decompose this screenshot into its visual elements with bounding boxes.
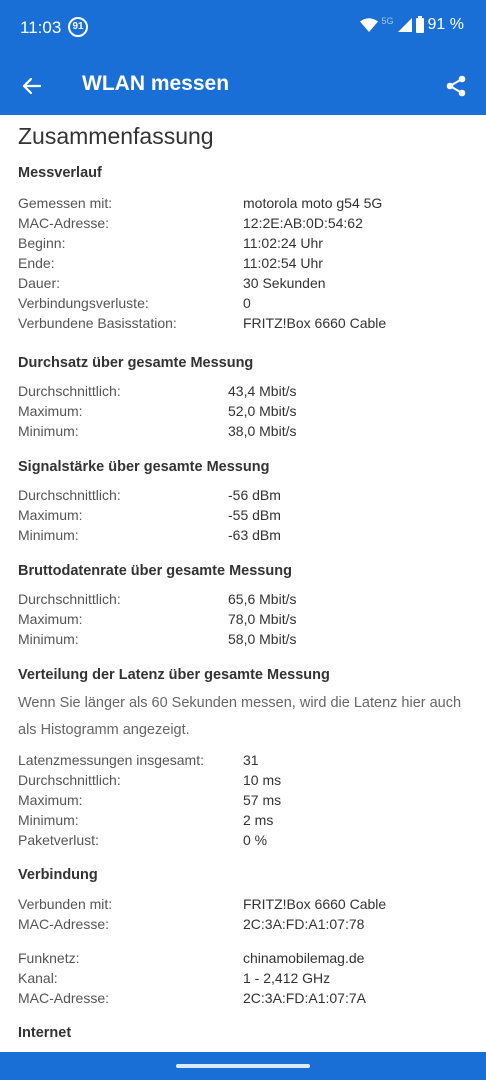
- row-label: Durchschnittlich:: [18, 383, 121, 399]
- row-label: Minimum:: [18, 631, 79, 647]
- row-label: Verbindungsverluste:: [18, 295, 149, 311]
- row-signal-max: [18, 507, 478, 527]
- row-durchsatz-avg: [18, 383, 478, 403]
- row-durchsatz-min: [18, 423, 478, 443]
- row-router-mac: [18, 916, 478, 936]
- row-label: Durchschnittlich:: [18, 591, 121, 607]
- row-latenz-max: [18, 792, 478, 812]
- row-label: Maximum:: [18, 611, 83, 627]
- row-value: 12:2E:AB:0D:54:62: [243, 215, 363, 231]
- row-mac-adresse: [18, 215, 478, 235]
- row-label: Kanal:: [18, 970, 58, 986]
- row-latenzmessungen: [18, 752, 478, 772]
- section-heading-durchsatz: Durchsatz über gesamte Messung: [18, 355, 254, 371]
- row-label: MAC-Adresse:: [18, 215, 110, 231]
- row-value: 57 ms: [243, 792, 282, 808]
- arrow-left-icon: [22, 76, 42, 96]
- row-verbundene-basisstation: [18, 315, 478, 335]
- section-heading-verbindung: Verbindung: [18, 867, 98, 883]
- row-value: 43,4 Mbit/s: [228, 383, 297, 399]
- home-indicator[interactable]: [176, 1064, 310, 1068]
- row-value: 52,0 Mbit/s: [228, 403, 297, 419]
- row-value: -63 dBm: [228, 527, 281, 543]
- row-verbindungsverluste: [18, 295, 478, 315]
- section-heading-internet: Internet: [18, 1025, 72, 1041]
- row-funknetz-mac: [18, 990, 478, 1010]
- app-title: WLAN messen: [82, 72, 230, 95]
- row-verbunden-mit: [18, 896, 478, 916]
- row-value: 30 Sekunden: [243, 275, 326, 291]
- row-latenz-avg: [18, 772, 478, 792]
- row-label: Verbundene Basisstation:: [18, 315, 177, 331]
- row-label: Maximum:: [18, 507, 83, 523]
- section-heading-bruttodatenrate: Bruttodatenrate über gesamte Messung: [18, 563, 292, 579]
- row-value: 2 ms: [243, 812, 274, 828]
- row-value: 31: [243, 752, 259, 768]
- row-label: Dauer:: [18, 275, 61, 291]
- row-label: MAC-Adresse:: [18, 916, 110, 932]
- network-type-label: 5G: [381, 16, 394, 26]
- battery-percent: 91 %: [427, 16, 464, 33]
- row-value: chinamobilemag.de: [243, 950, 365, 966]
- row-brutto-max: [18, 611, 478, 631]
- row-brutto-avg: [18, 591, 478, 611]
- row-value: motorola moto g54 5G: [243, 195, 383, 211]
- row-label: Ende:: [18, 255, 55, 271]
- row-signal-min: [18, 527, 478, 547]
- row-durchsatz-max: [18, 403, 478, 423]
- row-value: -56 dBm: [228, 487, 281, 503]
- section-heading-messverlauf: Messverlauf: [18, 165, 102, 181]
- status-time: 11:03: [20, 18, 62, 37]
- app-bar: [0, 58, 486, 115]
- signal-icon: [398, 18, 412, 32]
- row-label: Beginn:: [18, 235, 66, 251]
- summary-content[interactable]: [0, 115, 486, 1052]
- back-button[interactable]: [14, 68, 50, 104]
- row-value: 2C:3A:FD:A1:07:78: [243, 916, 365, 932]
- row-label: Minimum:: [18, 527, 79, 543]
- latency-histogram-note: Wenn Sie länger als 60 Sekunden messen, wird die Latenz hier auch als Histogramm angezeigt.: [18, 695, 462, 738]
- row-label: Durchschnittlich:: [18, 772, 121, 788]
- row-label: Paketverlust:: [18, 832, 99, 848]
- row-value: FRITZ!Box 6660 Cable: [243, 896, 387, 912]
- row-label: Maximum:: [18, 792, 83, 808]
- notification-badge-icon: 91: [68, 17, 88, 37]
- row-value: 78,0 Mbit/s: [228, 611, 297, 627]
- row-dauer: [18, 275, 478, 295]
- row-value: -55 dBm: [228, 507, 281, 523]
- share-icon: [445, 75, 467, 97]
- row-value: 58,0 Mbit/s: [228, 631, 297, 647]
- row-value: 65,6 Mbit/s: [228, 591, 297, 607]
- row-value: 38,0 Mbit/s: [228, 423, 297, 439]
- row-value: FRITZ!Box 6660 Cable: [243, 315, 387, 331]
- row-beginn: [18, 235, 478, 255]
- row-gemessen-mit: [18, 195, 478, 215]
- battery-icon: [416, 18, 424, 33]
- row-label: Verbunden mit:: [18, 896, 113, 912]
- row-label: Latenzmessungen insgesamt:: [18, 752, 204, 768]
- row-kanal: [18, 970, 478, 990]
- row-label: Funknetz:: [18, 950, 80, 966]
- row-label: Durchschnittlich:: [18, 487, 121, 503]
- status-bar: [0, 0, 486, 58]
- row-latenz-min: [18, 812, 478, 832]
- status-icons: [360, 16, 464, 34]
- row-value: 11:02:24 Uhr: [243, 235, 323, 251]
- section-heading-latenz: Verteilung der Latenz über gesamte Messung: [18, 667, 330, 683]
- page-title: Zusammenfassung: [18, 123, 214, 149]
- row-funknetz: [18, 950, 478, 970]
- row-value: 11:02:54 Uhr: [243, 255, 323, 271]
- row-value: 10 ms: [243, 772, 282, 788]
- row-ende: [18, 255, 478, 275]
- row-label: Minimum:: [18, 812, 79, 828]
- wifi-icon: [360, 18, 378, 32]
- section-heading-signalstaerke: Signalstärke über gesamte Messung: [18, 459, 270, 475]
- navigation-bar: [0, 1052, 486, 1080]
- row-paketverlust: [18, 832, 478, 852]
- row-brutto-min: [18, 631, 478, 651]
- row-value: 1 - 2,412 GHz: [243, 970, 331, 986]
- row-label: Maximum:: [18, 403, 83, 419]
- row-value: 2C:3A:FD:A1:07:7A: [243, 990, 366, 1006]
- share-button[interactable]: [438, 68, 474, 104]
- row-value: 0: [243, 295, 251, 311]
- row-label: Gemessen mit:: [18, 195, 113, 211]
- row-label: MAC-Adresse:: [18, 990, 110, 1006]
- row-value: 0 %: [243, 832, 268, 848]
- row-label: Minimum:: [18, 423, 79, 439]
- row-signal-avg: [18, 487, 478, 507]
